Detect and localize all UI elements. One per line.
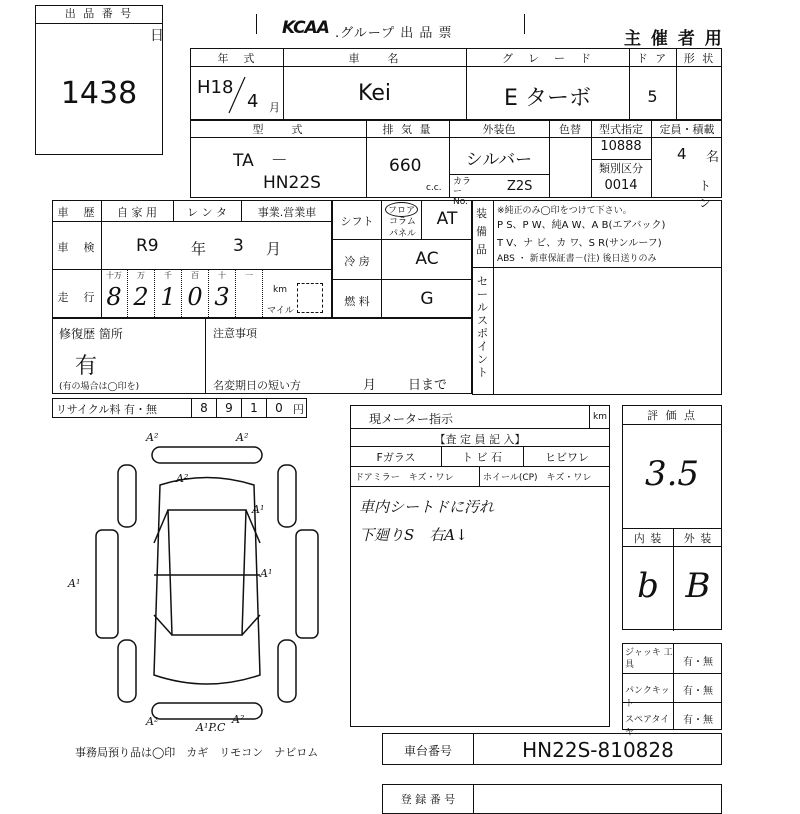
shift-option-panel[interactable]: パネル bbox=[389, 229, 417, 239]
meter-unit: km bbox=[593, 412, 607, 422]
recycle-digit: 9 bbox=[216, 399, 241, 417]
equipment-line-2: T V、ナ ビ、カ ワ、S R(サンルーフ) bbox=[497, 238, 662, 249]
inspection-year-unit: 年 bbox=[191, 240, 207, 258]
score-block bbox=[622, 405, 722, 630]
inspector-comment-2: 下廻りS 右A↓ bbox=[359, 526, 468, 544]
shift-option-floor[interactable]: フロア bbox=[385, 202, 418, 217]
mileage-digit-cell bbox=[101, 269, 128, 319]
history-label: 車 歴 bbox=[57, 206, 97, 219]
ton-unit: トン bbox=[699, 179, 712, 210]
inspector-item-cracks: ヒビワレ bbox=[545, 451, 589, 464]
damage-mark: A¹ bbox=[260, 567, 273, 580]
lot-number: 1438 bbox=[60, 76, 138, 111]
car-damage-diagram bbox=[60, 425, 360, 745]
mileage-digit-labels bbox=[101, 269, 263, 319]
recycle-digit: 8 bbox=[191, 399, 216, 417]
recycle-digit: 1 bbox=[241, 399, 266, 417]
equipment-block bbox=[472, 200, 722, 395]
header-corner-marks bbox=[256, 14, 266, 34]
shift-value: AT bbox=[436, 209, 458, 229]
inspection-month-unit: 月 bbox=[266, 240, 282, 258]
meter-label: 現メーター指示 bbox=[369, 412, 454, 426]
mileage-mile: マイル bbox=[267, 306, 294, 316]
recycle-digits bbox=[191, 399, 293, 417]
damage-mark: A² bbox=[176, 472, 189, 485]
mileage-digit-cell bbox=[236, 269, 263, 319]
model-code: HN22S bbox=[263, 173, 321, 193]
month-unit: 月 bbox=[269, 101, 280, 114]
mileage-digit: 0 bbox=[187, 283, 203, 311]
mileage-digit-label: 一 bbox=[245, 271, 253, 280]
mileage-digit-label: 十 bbox=[218, 271, 226, 280]
inspector-section-label: 【査 定 員 記 入】 bbox=[434, 433, 526, 446]
exterior-label: 外 装 bbox=[683, 532, 713, 545]
notes-label: 注意事項 bbox=[213, 327, 257, 340]
notes-reg-label: 名変期日の短い方 bbox=[213, 379, 301, 392]
model-prefix: TA － bbox=[233, 151, 288, 171]
logo: KCAA bbox=[282, 18, 329, 38]
model-label: 型 式 bbox=[252, 123, 305, 136]
chassis-block bbox=[382, 733, 722, 765]
color: シルバー bbox=[465, 150, 533, 170]
registration-label: 登 録 番 号 bbox=[400, 793, 456, 806]
capacity: 4 bbox=[677, 145, 687, 163]
category-label: 類別区分 bbox=[599, 162, 643, 175]
inspector-item-glass: Fガラス bbox=[376, 451, 416, 464]
vehicle-row-2 bbox=[190, 120, 722, 210]
repair-block bbox=[52, 318, 472, 394]
inspection-month: 3 bbox=[233, 236, 244, 256]
lot-label: 出 品 番 号 bbox=[36, 6, 162, 24]
fuel-label: 燃 料 bbox=[344, 295, 370, 308]
page-marker: 日 bbox=[150, 28, 164, 44]
recycle-yen: 円 bbox=[293, 403, 304, 416]
recycle-block bbox=[52, 398, 307, 418]
damage-mark: A² bbox=[146, 715, 159, 728]
notes-month: 月 bbox=[363, 378, 377, 393]
history-block bbox=[52, 200, 332, 318]
damage-mark: A¹ bbox=[68, 577, 81, 590]
name-label: 車 名 bbox=[348, 52, 401, 65]
mileage-digit: 8 bbox=[106, 283, 122, 311]
year-label: 年 式 bbox=[217, 52, 257, 65]
displacement-label: 排 気 量 bbox=[382, 123, 433, 136]
mileage-digit: 1 bbox=[160, 283, 176, 311]
month: 4 bbox=[247, 91, 259, 112]
damage-mark: A¹ bbox=[252, 503, 265, 516]
grade-score-label: 評 価 点 bbox=[647, 409, 697, 422]
ac-label: 冷 房 bbox=[344, 255, 370, 268]
repair-label: 修復歴 箇所 bbox=[59, 327, 123, 341]
mileage-km: km bbox=[273, 285, 287, 295]
extra-jack-label: ジャッキ 工 具 bbox=[625, 648, 673, 670]
chassis-label: 車台番号 bbox=[403, 744, 452, 758]
vehicle-row-1 bbox=[190, 48, 722, 120]
equipment-label: 装 備 品 bbox=[476, 207, 487, 256]
grade-label: グ レ ー ド bbox=[502, 52, 593, 65]
specs-block bbox=[332, 200, 472, 318]
grade-score: 3.5 bbox=[644, 454, 700, 494]
interior-score: b bbox=[637, 566, 659, 606]
displacement: 660 bbox=[389, 156, 422, 176]
inspector-block bbox=[350, 405, 610, 727]
notes-day: 日まで bbox=[408, 378, 448, 393]
inspector-item-mirror: ドアミラー キズ・ワレ bbox=[355, 473, 454, 483]
mileage-digit-label: 十万 bbox=[106, 271, 122, 280]
mileage-label: 走 行 bbox=[57, 291, 97, 304]
ac-value: AC bbox=[415, 249, 439, 269]
capacity-label: 定員・積載 bbox=[659, 123, 715, 136]
grade: E ターボ bbox=[504, 86, 591, 111]
recycle-digit: 0 bbox=[266, 399, 291, 417]
damage-mark: A² bbox=[236, 431, 249, 444]
extras-block bbox=[622, 643, 722, 738]
shape-label: 形 状 bbox=[683, 52, 716, 65]
year-slash bbox=[227, 75, 247, 115]
header-corner-right bbox=[515, 14, 525, 34]
extra-spare-label: スペアタイヤ bbox=[625, 715, 670, 738]
cc-unit: c.c. bbox=[426, 183, 442, 193]
damage-mark: A² bbox=[146, 431, 159, 444]
office-items: 事務局預り品は◯印 カギ リモコン ナビロム bbox=[75, 746, 319, 759]
extra-puncture-value[interactable]: 有・無 bbox=[683, 686, 713, 697]
repair-value: 有 bbox=[75, 354, 98, 379]
inspector-item-wheel: ホイール(CP) キズ・ワレ bbox=[483, 473, 592, 483]
car-name: Kei bbox=[358, 81, 391, 106]
repair-note: (有の場合は◯印を) bbox=[59, 382, 140, 392]
shift-label: シフト bbox=[340, 215, 374, 228]
inspection-label: 車 検 bbox=[57, 241, 97, 254]
mileage-digit-cell bbox=[182, 269, 209, 319]
mileage-digit: 2 bbox=[133, 283, 149, 311]
equipment-note: ※純正のみ◯印をつけて下さい。 bbox=[497, 206, 632, 216]
damage-mark: A² bbox=[232, 713, 245, 726]
equipment-line-1: P S、P W、純A W、A B(エアバック) bbox=[497, 220, 666, 231]
shift-option-column[interactable]: コラム bbox=[389, 217, 416, 227]
type-spec-label: 型式指定 bbox=[599, 123, 643, 136]
mileage-digit: 3 bbox=[214, 283, 230, 311]
extra-puncture-label: パンクキット bbox=[625, 686, 670, 709]
lot-box bbox=[35, 5, 163, 155]
mileage-digit-cell bbox=[128, 269, 155, 319]
doors: 5 bbox=[647, 87, 658, 106]
header-title: .グループ 出 品 票 bbox=[335, 26, 453, 41]
color-label: 外装色 bbox=[482, 123, 516, 136]
history-option-business[interactable]: 事業.営業車 bbox=[257, 206, 317, 219]
mileage-digit-label: 千 bbox=[164, 271, 172, 280]
mileage-digit-label: 百 bbox=[191, 271, 199, 280]
year-era: H18 bbox=[197, 77, 234, 98]
paint-label: 色替 bbox=[559, 123, 581, 136]
inspection-era: R9 bbox=[136, 236, 159, 256]
equipment-line-3: ABS ・ 新車保証書－(注) 後日送りのみ bbox=[497, 254, 657, 264]
color-code: Z2S bbox=[507, 179, 533, 194]
extra-jack-value[interactable]: 有・無 bbox=[683, 657, 713, 668]
doors-label: ド ア bbox=[636, 52, 669, 65]
mileage-digit-cell bbox=[209, 269, 236, 319]
organizer-label: 主 催 者 用 bbox=[624, 29, 724, 49]
color-code-label: カラー No. bbox=[453, 177, 472, 207]
type-spec: 10888 bbox=[600, 139, 642, 154]
damage-mark: A¹P.C bbox=[196, 721, 226, 734]
mileage-checkbox[interactable] bbox=[297, 283, 323, 313]
history-option-rental[interactable]: レ ン タ bbox=[187, 206, 227, 219]
exterior-score: B bbox=[685, 566, 711, 606]
extra-spare-value[interactable]: 有・無 bbox=[683, 715, 713, 726]
history-option-private[interactable]: 自 家 用 bbox=[117, 206, 157, 219]
sales-point-label: セールスポイント bbox=[477, 275, 488, 379]
registration-block bbox=[382, 784, 722, 814]
chassis-number: HN22S-810828 bbox=[522, 738, 674, 762]
mileage-digit-cell bbox=[155, 269, 182, 319]
inspector-comment-1: 車内シートドに汚れ bbox=[359, 498, 495, 516]
interior-label: 内 装 bbox=[633, 532, 663, 545]
inspector-item-chips: ト ビ 石 bbox=[462, 451, 502, 464]
category: 0014 bbox=[604, 178, 638, 193]
capacity-unit: 名 bbox=[706, 150, 720, 165]
fuel-value: G bbox=[420, 289, 434, 309]
mileage-digit-label: 万 bbox=[137, 271, 145, 280]
recycle-label: リサイクル料 有・無 bbox=[56, 403, 157, 416]
